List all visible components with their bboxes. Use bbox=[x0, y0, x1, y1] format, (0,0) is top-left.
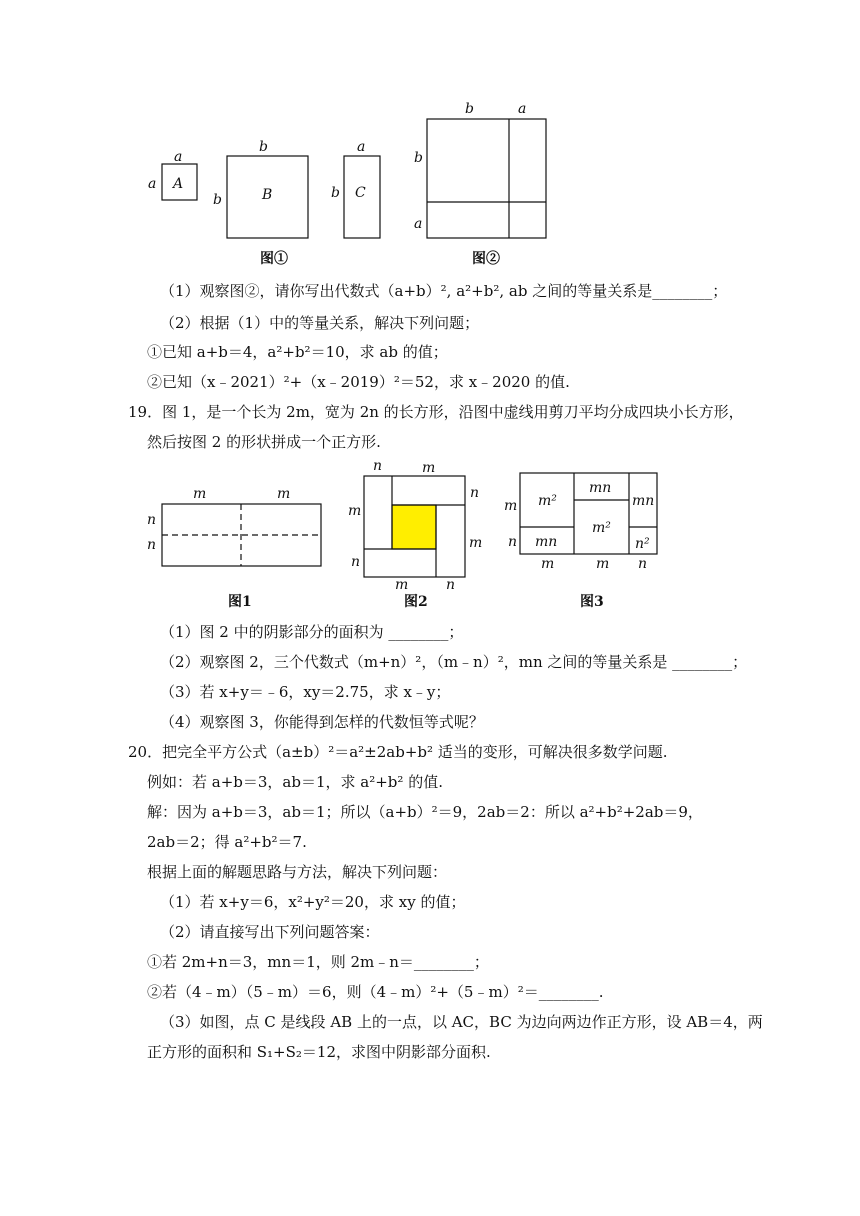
q20-stem: 20．把完全平方公式（a±b）²＝a²±2ab+b² 适当的变形，可解决很多数学问题. bbox=[128, 743, 668, 761]
f3-mn-bl: mn bbox=[535, 534, 558, 550]
q20-solution-2: 2ab＝2；得 a²+b²＝7. bbox=[147, 833, 307, 851]
caption-q19-fig2: 图2 bbox=[404, 594, 428, 610]
sq-left-a: a bbox=[414, 216, 423, 232]
fig1-rect bbox=[162, 504, 321, 566]
f2-n-tl: n bbox=[373, 458, 383, 474]
B-left-label: b bbox=[213, 192, 222, 208]
f1-m2: m bbox=[277, 486, 291, 502]
q19-stem-1: 19．图 1，是一个长为 2m，宽为 2n 的长方形，沿图中虚线用剪刀平均分成四块小长方形， bbox=[128, 403, 744, 421]
q20-intro: 根据上面的解题思路与方法，解决下列问题： bbox=[147, 863, 448, 881]
f3-n-left: n bbox=[508, 534, 518, 550]
q18-sub1: ①已知 a+b＝4，a²+b²＝10，求 ab 的值； bbox=[147, 343, 448, 361]
f3-mn-top: mn bbox=[589, 480, 612, 496]
big-square bbox=[427, 119, 546, 238]
q18-sub2: ②已知（x﹣2021）²+（x﹣2019）²＝52，求 x﹣2020 的值. bbox=[147, 373, 570, 391]
f3-m-bot2: m bbox=[596, 556, 610, 572]
q20-solution-1: 解：因为 a+b＝3，ab＝1；所以（a+b）²＝9，2ab＝2：所以 a²+b²+2ab＝9， bbox=[147, 803, 703, 821]
sq-left-b: b bbox=[414, 150, 423, 166]
f2-n-bot: n bbox=[446, 577, 456, 593]
q19-part4: （4）观察图 3，你能得到怎样的代数恒等式呢？ bbox=[160, 713, 484, 731]
B-name: B bbox=[262, 187, 273, 203]
f1-n1: n bbox=[147, 512, 157, 528]
A-left-label: a bbox=[148, 176, 157, 192]
f2-m-bot: m bbox=[395, 577, 409, 593]
caption-q19-fig3: 图3 bbox=[580, 594, 604, 610]
f3-m-left: m bbox=[504, 498, 518, 514]
A-name: A bbox=[173, 176, 184, 192]
f2-m-right: m bbox=[469, 535, 483, 551]
B-top-label: b bbox=[259, 139, 268, 155]
A-top-label: a bbox=[174, 149, 183, 165]
q20-part2-a: ①若 2m+n＝3，mn＝1，则 2m﹣n＝________； bbox=[147, 953, 489, 971]
C-name: C bbox=[355, 185, 366, 201]
figure-1-2 bbox=[0, 0, 860, 270]
f3-m2-a: m² bbox=[538, 493, 557, 509]
f1-m1: m bbox=[193, 486, 207, 502]
sq-top-a: a bbox=[518, 101, 527, 117]
q19-part2: （2）观察图 2，三个代数式（m+n）²，（m﹣n）²，mn 之间的等量关系是 ________； bbox=[160, 653, 748, 671]
f3-n-bot: n bbox=[638, 556, 648, 572]
caption-fig2: 图② bbox=[472, 251, 500, 267]
f2-m-top: m bbox=[422, 460, 436, 476]
q20-part3-a: （3）如图，点 C 是线段 AB 上的一点，以 AC，BC 为边向两边作正方形，设 AB＝4，两 bbox=[160, 1013, 763, 1031]
q20-part2: （2）请直接写出下列问题答案： bbox=[160, 923, 380, 941]
C-left-label: b bbox=[331, 185, 340, 201]
q20-part1: （1）若 x+y＝6，x²+y²＝20，求 xy 的值； bbox=[160, 893, 466, 911]
f3-m-bot1: m bbox=[541, 556, 555, 572]
f2-n-right: n bbox=[470, 485, 480, 501]
shaded-square bbox=[392, 505, 436, 549]
C-top-label: a bbox=[357, 139, 366, 155]
f2-n-left: n bbox=[351, 554, 361, 570]
q18-part1: （1）观察图②，请你写出代数式（a+b）², a²+b², ab 之间的等量关系是________； bbox=[160, 282, 728, 300]
f3-mn-r: mn bbox=[632, 493, 655, 509]
f3-n2: n² bbox=[635, 536, 650, 552]
caption-q19-fig1: 图1 bbox=[228, 594, 252, 610]
caption-fig1: 图① bbox=[260, 251, 288, 267]
q20-part2-b: ②若（4﹣m）（5﹣m）＝6，则（4﹣m）²+（5﹣m）²＝________. bbox=[147, 983, 604, 1001]
q20-part3-b: 正方形的面积和 S₁+S₂＝12，求图中阴影部分面积. bbox=[147, 1043, 491, 1061]
q18-part2: （2）根据（1）中的等量关系，解决下列问题； bbox=[160, 314, 480, 332]
q19-part1: （1）图 2 中的阴影部分的面积为 ________； bbox=[160, 623, 464, 641]
f1-n2: n bbox=[147, 537, 157, 553]
q19-stem-2: 然后按图 2 的形状拼成一个正方形. bbox=[147, 433, 381, 451]
q20-example: 例如：若 a+b＝3，ab＝1，求 a²+b² 的值. bbox=[147, 773, 443, 791]
f3-m2-b: m² bbox=[592, 520, 611, 536]
q19-part3: （3）若 x+y＝﹣6，xy＝2.75，求 x﹣y； bbox=[160, 683, 451, 701]
sq-top-b: b bbox=[465, 101, 474, 117]
f2-m-left: m bbox=[348, 503, 362, 519]
